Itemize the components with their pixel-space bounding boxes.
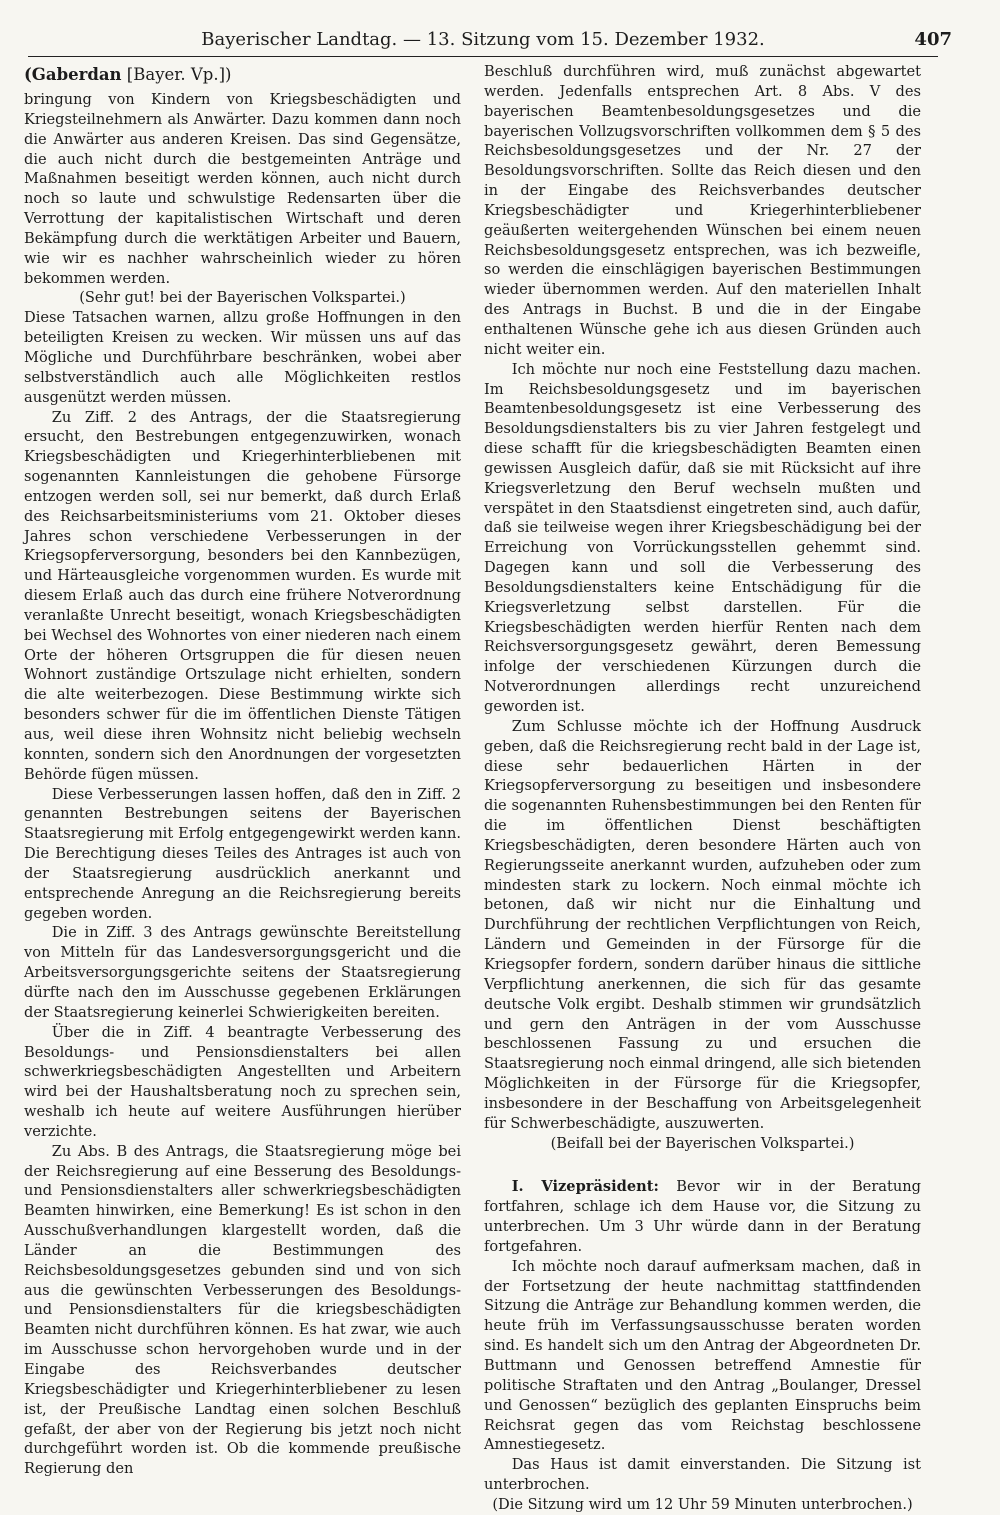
interjection: (Beifall bei der Bayerischen Volkspartei.) <box>550 1134 855 1152</box>
paragraph: Diese Verbesserungen lassen hoffen, daß den in Ziff. 2 genannten Bestrebungen seitens der Bayerischen Staatsregierung mit Erfolg entgegengewirkt werden kann. Die Berechtigung dieses Teiles des Antrages ist auch von der Staatsregierung ausdrücklich anerkannt und entsprechende Anregung an die Reichsregierung bereits gegeben worden. <box>24 785 461 922</box>
paragraph: Die in Ziff. 3 des Antrags gewünschte Bereitstellung von Mitteln für das Landesversorgungsgericht und die Arbeitsversorgungsgerichte seitens der Staatsregierung dürfte nach den im Ausschusse gegebenen Erklärungen der Staatsregierung keinerlei Schwierigkeiten bereiten. <box>24 924 461 1021</box>
paragraph: Ich möchte noch darauf aufmerksam machen, daß in der Fortsetzung der heute nachmittag stattfindenden Sitzung die Anträge zur Behandlung kommen werden, die heute früh im Verfassungsausschusse beraten worden sind. Es handelt sich um den Antrag der Abgeordneten Dr. Buttmann und Genossen betreffend Amnestie für politische Straftaten und den Antrag „Boulanger, Dressel und Genossen“ bezüglich des geplanten Einspruchs beim Reichsrat gegen das vom Reichstag beschlossene Amnestiegesetz. <box>484 1257 921 1454</box>
paragraph: Das Haus ist damit einverstanden. Die Sitzung ist unterbrochen. <box>484 1456 921 1494</box>
paragraph: Zu Abs. B des Antrags, die Staatsregierung möge bei der Reichsregierung auf eine Besserung des Besoldungs- und Pensionsdienstalters aller schwerkriegsbeschädigten Beamten hinwirken, eine Bemerkung! Es ist schon in den Ausschußverhandlungen klargestellt worden, daß die Länder an die Bestimmungen des Reichsbesoldungsgesetzes gebunden sind und von sich aus die gewünschten Verbesserungen des Besoldungs- und Pensionsdienstalters für die kriegsbeschädigten Beamten nicht durchführen können. Es hat zwar, wie auch im Ausschusse schon hervorgehoben wurde und in der Eingabe des Reichsverbandes deutscher Kriegsbeschädigter und Kriegerhinterbliebener zu lesen ist, der Preußische Landtag einen solchen Beschluß gefaßt, der aber von der Regierung bis jetzt noch nicht durchgeführt worden ist. Ob die kommende preußische Regierung den <box>24 1142 461 1478</box>
left-column <box>24 62 461 1479</box>
section-gap <box>484 1153 921 1177</box>
vice-president-statement <box>484 1177 921 1256</box>
paragraph: Zum Schlusse möchte ich der Hoffnung Ausdruck geben, daß die Reichsregierung recht bald in der Lage ist, diese sehr bedauerlichen Härten in der Kriegsopferversorgung zu beseitigen und insbesondere die sogenannten Ruhensbestimmungen bei den Renten für die im öffentlichen Dienst beschäftigten Kriegsbeschädigten, deren besondere Härten auch von Regierungsseite anerkannt wurden, aufzuheben oder zum mindesten stark zu lockern. Noch einmal möchte ich betonen, daß wir nicht nur die Einhaltung und Durchführung der rechtlichen Verpflichtungen von Reich, Ländern und Gemeinden in der Fürsorge für die Kriegsopfer fordern, sondern darüber hinaus die sittliche Verpflichtung anerkennen, die sich für das gesamte deutsche Volk ergibt. Deshalb stimmen wir grundsätzlich und gern den Anträgen in der vom Ausschusse beschlossenen Fassung zu und ersuchen die Staatsregierung noch einmal dringend, alle sich bietenden Möglichkeiten in der Fürsorge für die Kriegsopfer, insbesondere in der Beschaffung von Arbeitsgelegenheit für Schwerbeschädigte, auszuwerten. <box>484 717 921 1132</box>
paragraph: Diese Tatsachen warnen, allzu große Hoffnungen in den beteiligten Kreisen zu wecken. Wir müssen uns auf das Mögliche und Durchführbare beschränken, wobei aber selbstverständlich auch alle Möglichkeiten restlos ausgenützt werden müssen. <box>24 309 461 406</box>
vice-president-text: Bevor wir in der Beratung fortfahren, schlage ich dem Hause vor, die Sitzung zu unterbrechen. Um 3 Uhr würde dann in der Beratung fortgefahren. <box>484 1178 921 1255</box>
speaker-name: (Gaberdan <box>24 65 122 84</box>
paragraph: Ich möchte nur noch eine Feststellung dazu machen. Im Reichsbesoldungsgesetz und im bayerischen Beamtenbesoldungsgesetz ist eine Verbesserung des Besoldungsdienstalters bis zu vier Jahren festgelegt und diese schafft für die kriegsbeschädigten Beamten einen gewissen Ausgleich dafür, daß sie mit Rücksicht auf ihre Kriegsverletzung den Beruf wechseln mußten und verspätet in den Staatsdienst eingetreten sind, auch dafür, daß sie teilweise wegen ihrer Kriegsbeschädigung bei der Erreichung von Vorrückungsstellen gehemmt sind. Dagegen kann und soll die Verbesserung des Besoldungsdienstalters keine Entschädigung für die Kriegsverletzung selbst darstellen. Für die Kriegsbeschädigten werden hierfür Renten nach dem Reichsversorgungsgesetz gewährt, deren Bemessung infolge der verschiedenen Kürzungen durch die Notverordnungen allerdings recht unzureichend geworden ist. <box>484 360 921 715</box>
session-note: (Die Sitzung wird um 12 Uhr 59 Minuten unterbrochen.) <box>492 1495 913 1513</box>
paragraph: Beschluß durchführen wird, muß zunächst abgewartet werden. Jedenfalls entsprechen Art. 8 Abs. V des bayerischen Beamtenbesoldungsgesetzes und die bayerischen Vollzugsvorschriften vollkommen dem § 5 des Reichsbesoldungsgesetzes und der Nr. 27 der Besoldungsvorschriften. Sollte das Reich diesen und den in der Eingabe des Reichsverbandes deutscher Kriegsbeschädigter und Kriegerhinterbliebener geäußerten weitergehenden Wünschen bei einem neuen Reichsbesoldungsgesetz entsprechen, was ich bezweifle, so werden die einschlägigen bayerischen Bestimmungen wieder übernommen werden. Auf den materiellen Inhalt des Antrags in Buchst. B und die in der Eingabe enthaltenen Wünsche gehe ich aus diesen Gründen auch nicht weiter ein. <box>484 63 921 358</box>
paragraph: bringung von Kindern von Kriegsbeschädigten und Kriegsteilnehmern als Anwärter. Dazu kommen dann noch die Anwärter aus anderen Kreisen. Das sind Gegensätze, die auch nicht durch die bestgemeinten Anträge und Maßnahmen beseitigt werden können, auch nicht durch noch so laute und schwulstige Redensarten über die Verrottung der kapitalistischen Wirtschaft und deren Bekämpfung durch die werktätigen Arbeiter und Bauern, wie wir es nachher wahrscheinlich wieder zu hören bekommen werden. <box>24 91 461 287</box>
paragraph: Zu Ziff. 2 des Antrags, der die Staatsregierung ersucht, den Bestrebungen entgegenzuwirken, wonach Kriegsbeschädigten und Kriegerhinterbliebenen mit sogenannten Kannleistungen die gehobene Fürsorge entzogen werden soll, sei nur bemerkt, daß durch Erlaß des Reichsarbeitsministeriums vom 21. Oktober dieses Jahres schon verschiedene Verbesserungen in der Kriegsopferversorgung, besonders bei den Kannbezügen, und Härteausgleiche vorgenommen wurden. Es wurde mit diesem Erlaß auch das durch eine frühere Notverordnung veranlaßte Unrecht beseitigt, wonach Kriegsbeschädigten bei Wechsel des Wohnortes von einer niederen nach einem Orte der höheren Ortsgruppen die für diesen neuen Wohnort zuständige Ortszulage nicht erhielten, sondern die alte weiterbezogen. Diese Bestimmung wirkte sich besonders schwer für die im öffentlichen Dienste Tätigen aus, weil diese ihren Wohnsitz nicht beliebig wechseln konnten, sondern sich den Anordnungen der vorgesetzten Behörde fügen müssen. <box>24 408 461 783</box>
paragraph: Über die in Ziff. 4 beantragte Verbesserung des Besoldungs- und Pensionsdienstalters bei allen schwerkriegsbeschädigten Angestellten und Arbeitern wird bei der Haushaltsberatung noch zu sprechen sein, weshalb ich heute auf weitere Ausführungen hierüber verzichte. <box>24 1023 461 1140</box>
speaker-line <box>24 62 461 88</box>
page-number: 407 <box>914 29 952 50</box>
interjection: (Sehr gut! bei der Bayerischen Volkspartei.) <box>79 289 406 307</box>
speaker-party: [Bayer. Vp.]) <box>126 65 232 84</box>
vice-president-name: I. Vizepräsident: <box>511 1178 659 1196</box>
running-header <box>28 28 952 57</box>
running-title: Bayerischer Landtag. — 13. Sitzung vom 15. Dezember 1932. <box>201 29 765 50</box>
right-column <box>484 62 921 1515</box>
